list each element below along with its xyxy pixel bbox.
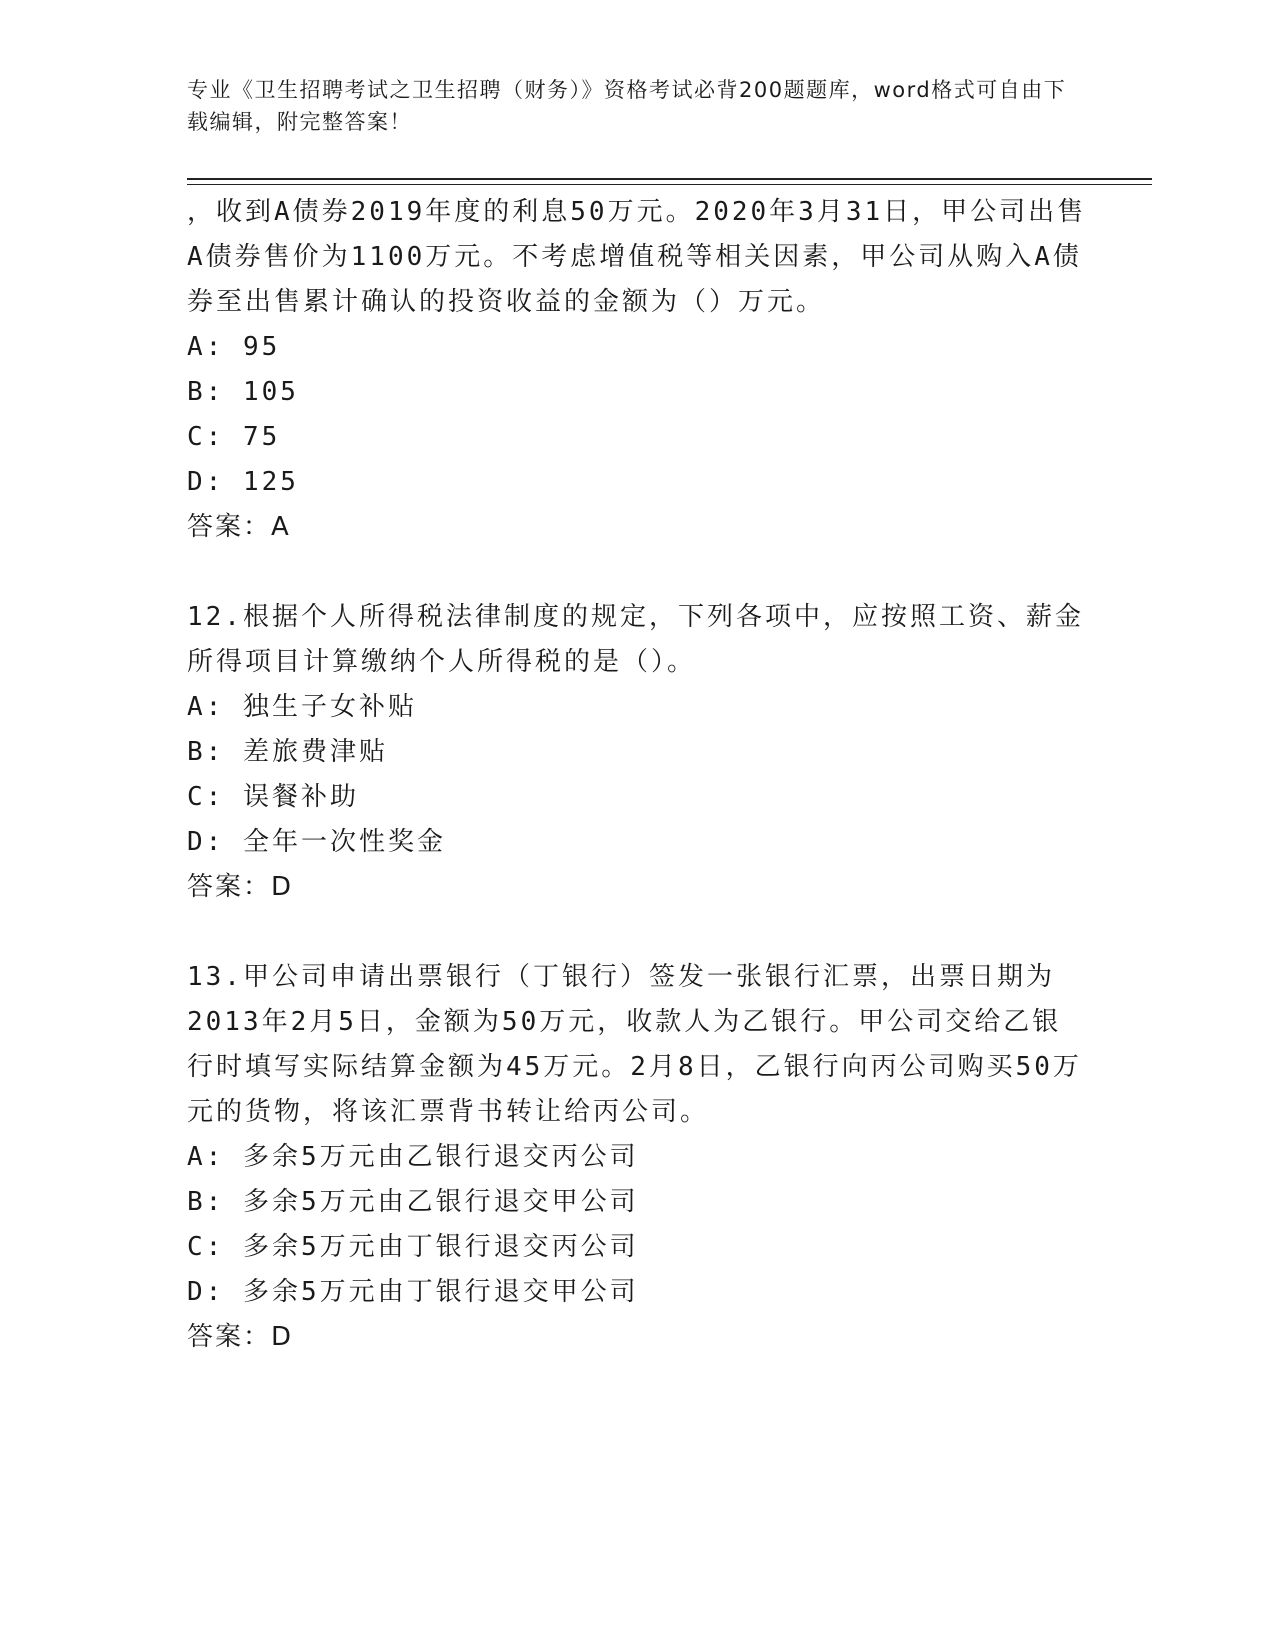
question-stem: 13.甲公司申请出票银行（丁银行）签发一张银行汇票，出票日期为2013年2月5日，金额为50万元，收款人为乙银行。甲公司交给乙银行时填写实际结算金额为45万元。2月8日，乙银行向丙公司购买50万元的货物，将该汇票背书转让给丙公司。 [187,962,1082,1127]
question-item [187,595,1087,910]
spacer [187,550,1087,595]
spacer [187,910,1087,955]
answer-line: 答案：D [187,1322,294,1352]
option-b: B: 105 [187,377,299,407]
option-c: C: 75 [187,422,281,452]
answer-line: 答案：D [187,872,294,902]
option-d: D: 125 [187,467,299,497]
answer-line: 答案：A [187,512,291,542]
option-a: A: 多余5万元由乙银行退交丙公司 [187,1142,639,1172]
option-b: B: 多余5万元由乙银行退交甲公司 [187,1187,639,1217]
option-d: D: 多余5万元由丁银行退交甲公司 [187,1277,639,1307]
question-item [187,955,1087,1360]
question-stem: 12.根据个人所得税法律制度的规定，下列各项中，应按照工资、薪金所得项目计算缴纳个人所得税的是（）。 [187,602,1084,677]
option-a: A: 独生子女补贴 [187,692,417,722]
option-c: C: 多余5万元由丁银行退交丙公司 [187,1232,639,1262]
document-header: 专业《卫生招聘考试之卫生招聘（财务）》资格考试必背200题题库，word格式可自由下载编辑，附完整答案！ [187,78,1067,134]
option-a: A: 95 [187,332,281,362]
question-stem: ，收到A债券2019年度的利息50万元。2020年3月31日，甲公司出售A债券售价为1100万元。不考虑增值税等相关因素，甲公司从购入A债券至出售累计确认的投资收益的金额为（）万元。 [187,197,1087,317]
header-divider-thin [187,184,1152,185]
question-list [187,190,1087,1360]
option-c: C: 误餐补助 [187,782,359,812]
option-d: D: 全年一次性奖金 [187,827,446,857]
option-b: B: 差旅费津贴 [187,737,388,767]
question-item [187,190,1087,550]
header-divider-thick [187,178,1152,180]
